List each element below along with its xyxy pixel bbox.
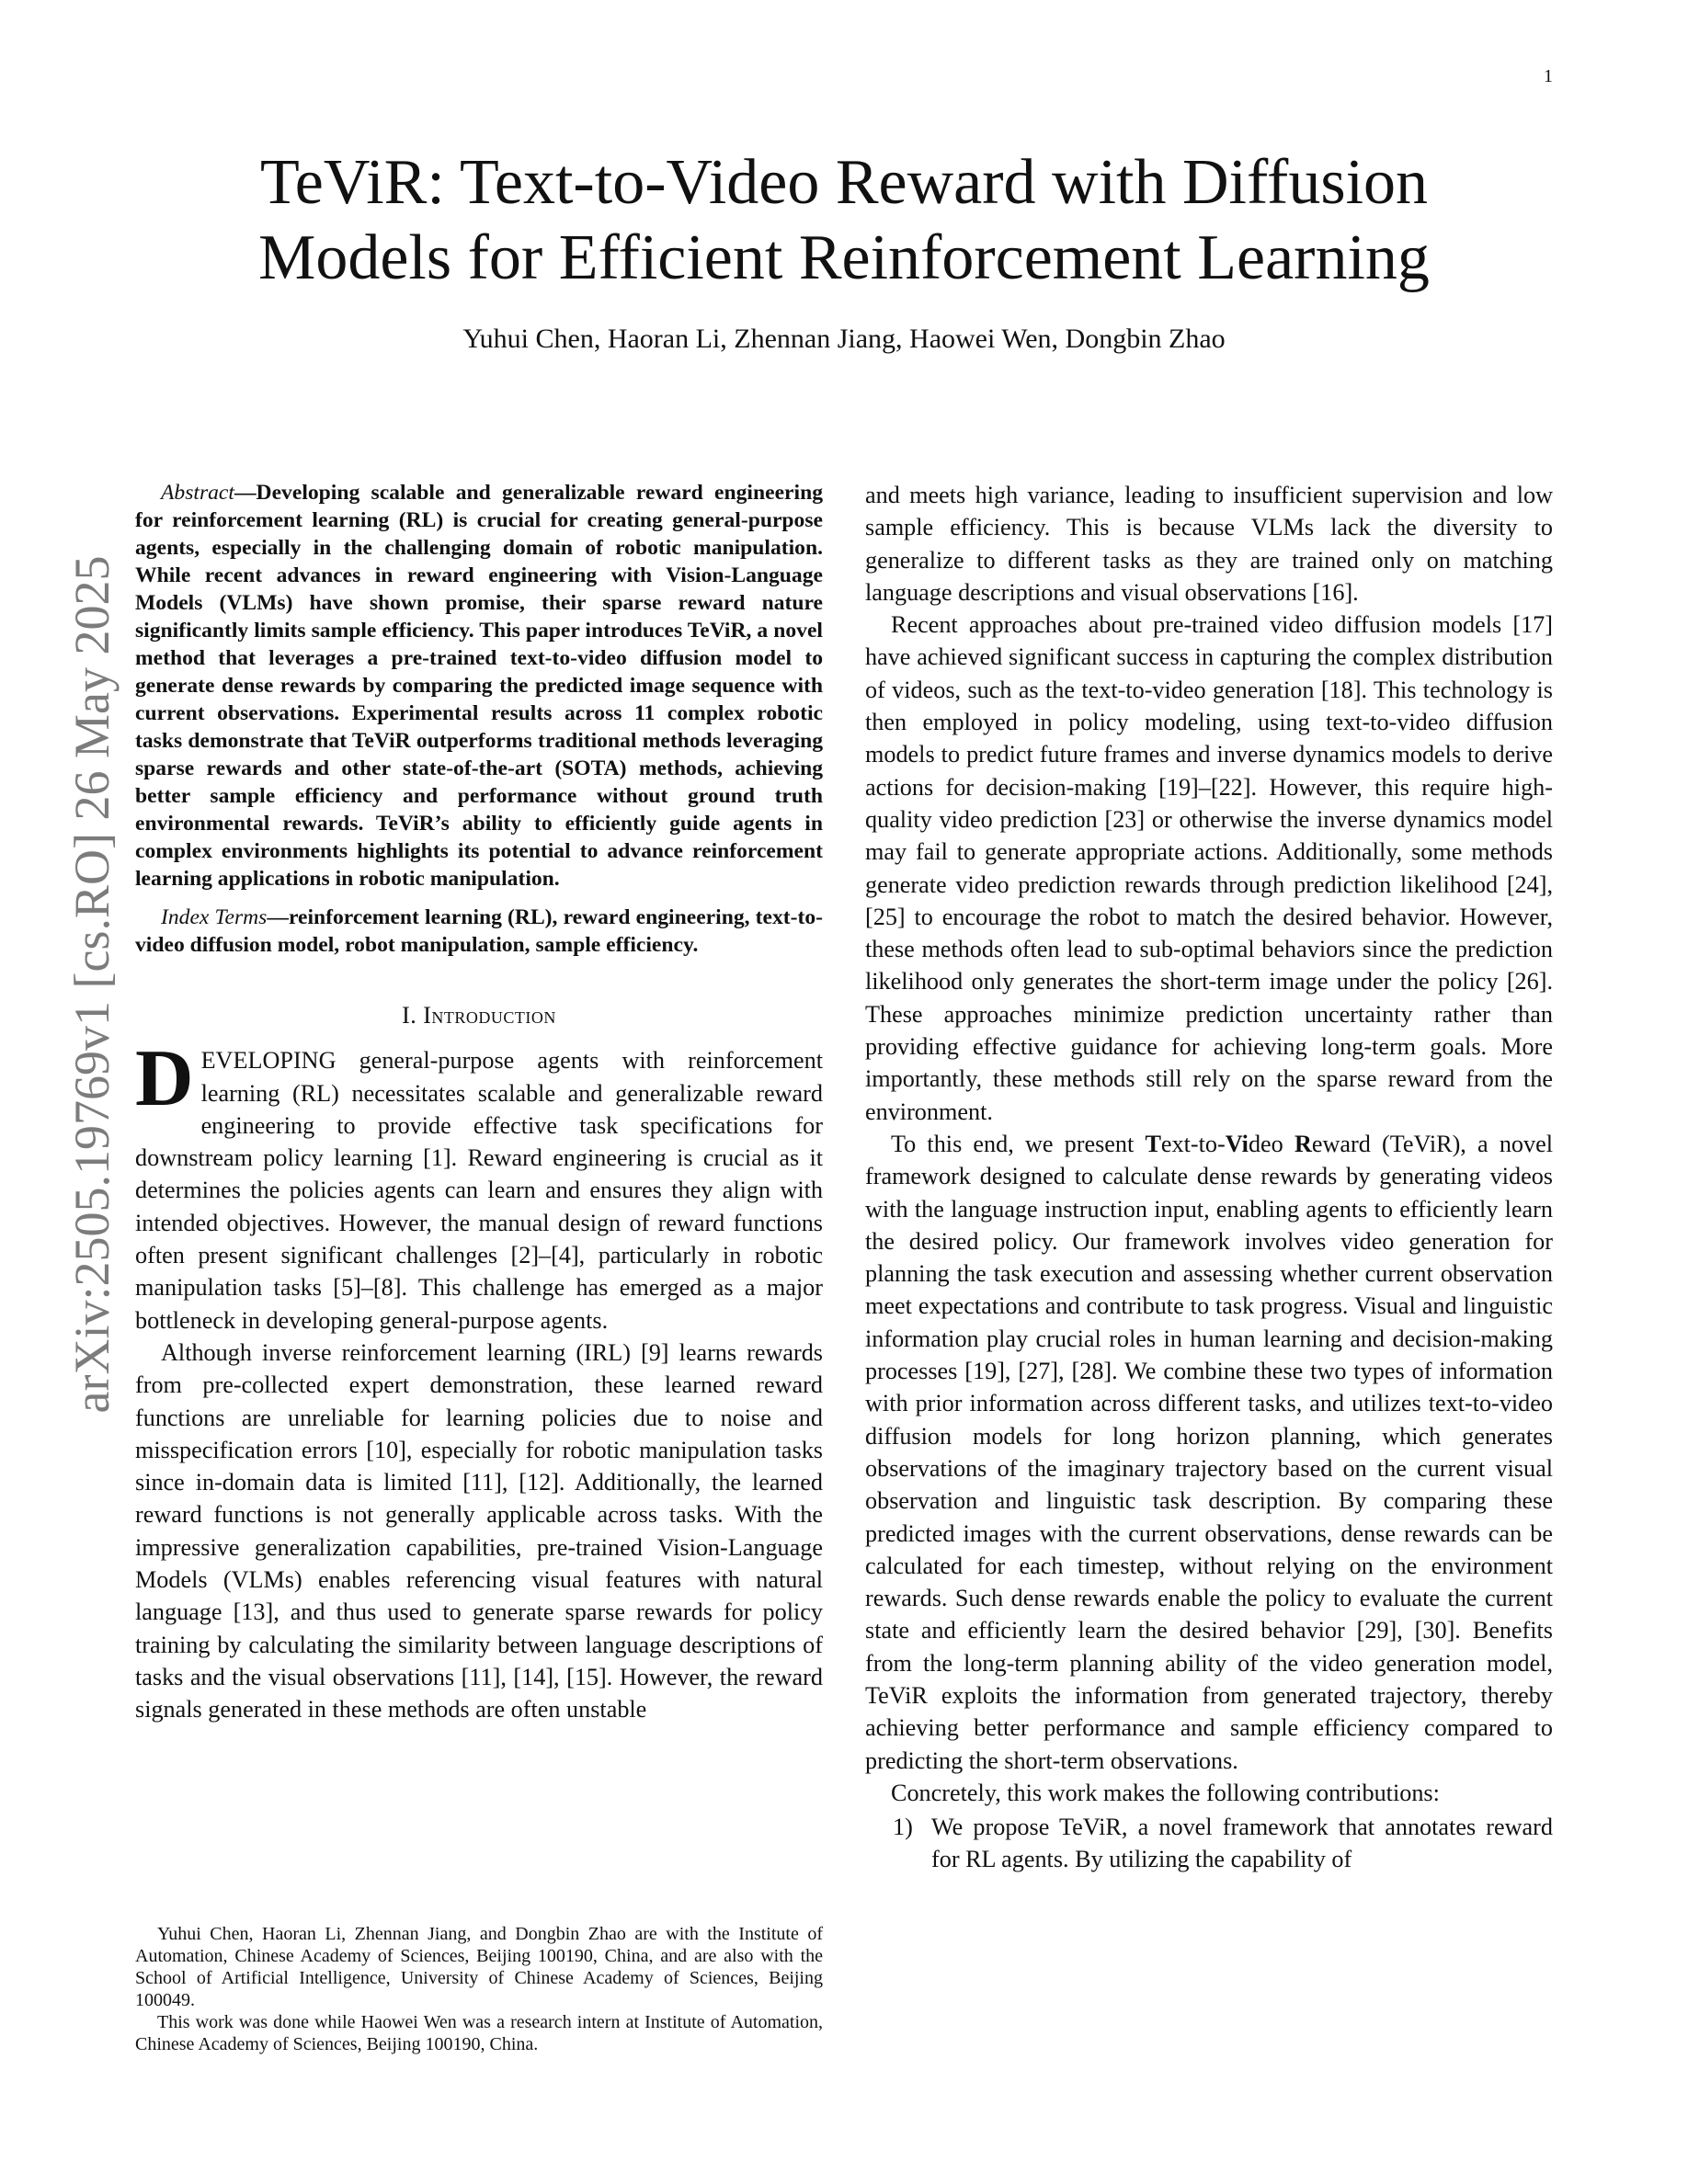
- intro-paragraph-2-continued: and meets high variance, leading to insufficient supervision and low sample efficiency. This is because VLMs lack the diversity to generalize to different tasks as they are trained only on matching language descriptions and visual observations [16].: [865, 482, 1553, 606]
- index-terms-label: Index Terms: [161, 905, 268, 929]
- intro-paragraph-1: [135, 1034, 823, 1337]
- abstract-block: [135, 479, 823, 893]
- paper-title: TeViR: Text-to-Video Reward with Diffusion Models for Efficient Reinforcement Learning: [258, 147, 1430, 293]
- left-column: [135, 479, 823, 1726]
- p4-bold-r: R: [1294, 1130, 1312, 1157]
- index-terms-text: —reinforcement learning (RL), reward engineering, text-to-video diffusion model, robot manipulation, sample efficiency.: [135, 905, 823, 957]
- intro-paragraph-4: [865, 1128, 1553, 1777]
- p4-bold-vi: Vi: [1225, 1130, 1249, 1157]
- page-number: 1: [1544, 66, 1553, 86]
- contribution-item-1: [865, 1811, 1553, 1876]
- intro-paragraph-1-text: EVELOPING general-purpose agents with reinforcement learning (RL) necessitates scalable and generalizable reward engineering to provide effective task specifications for downstream policy learning [1]. Reward engineering is crucial as it determines the policies agents can learn and ensures they align with intended objectives. However, the manual design of reward functions often present significant challenges [2]–[4], particularly in robotic manipulation tasks [5]–[8]. This challenge has emerged as a major bottleneck in developing general-purpose agents.: [135, 1047, 823, 1334]
- drop-cap: D: [135, 1034, 194, 1124]
- author-affiliation-footnote: [135, 1923, 823, 2055]
- p4-part-b: ext-to-: [1160, 1130, 1226, 1157]
- p4-part-c: deo: [1248, 1130, 1295, 1157]
- p4-part-a: To this end, we present: [891, 1130, 1146, 1157]
- p4-part-d: eward (TeViR), a novel framework designed to calculate dense rewards by generating videos with the language instruction input, enabling agents to efficiently learn the desired policy. Our framework involves video generation for planning the task execution and assessing whether current observation meet expectations and contribute to task progress. Visual and linguistic information play crucial roles in human learning and decision-making processes [19], [27], [28]. We combine these two types of information with prior information across different tasks, and utilizes text-to-video diffusion models for long horizon planning, which generates observations of the imaginary trajectory based on the current visual observation and linguistic task description. By comparing these predicted images with the current observations, dense rewards can be calculated for each timestep, without relying on the environment rewards. Such dense rewards enable the policy to evaluate the current state and efficiently learn the desired behavior [29], [30]. Benefits from the long-term planning ability of the video generation model, TeViR exploits the information from generated trajectory, thereby achieving better performance and sample efficiency compared to predicting the short-term observations.: [865, 1130, 1553, 1774]
- p4-bold-t: T: [1145, 1130, 1161, 1157]
- author-list: Yuhui Chen, Haoran Li, Zhennan Jiang, Haowei Wen, Dongbin Zhao: [462, 324, 1226, 354]
- abstract-text: —Developing scalable and generalizable reward engineering for reinforcement learning (RL) is crucial for creating general-purpose agents, especially in the challenging domain of robotic manipulation. While recent advances in reward engineering with Vision-Language Models (VLMs) have shown promise, their sparse reward nature significantly limits sample efficiency. This paper introduces TeViR, a novel method that leverages a pre-trained text-to-video diffusion model to generate dense rewards by comparing the predicted image sequence with current observations. Experimental results across 11 complex robotic tasks demonstrate that TeViR outperforms traditional methods leveraging sparse rewards and other state-of-the-art (SOTA) methods, achieving better sample efficiency and performance without ground truth environmental rewards. TeViR’s ability to efficiently guide agents in complex environments highlights its potential to advance reinforcement learning applications in robotic manipulation.: [135, 481, 823, 891]
- intro-paragraph-2: Although inverse reinforcement learning (IRL) [9] learns rewards from pre-collected expert demonstration, these learned reward functions are unreliable for learning policies due to noise and misspecification errors [10], especially for robotic manipulation tasks since in-domain data is limited [11], [12]. Additionally, the learned reward functions is not generally applicable across tasks. With the impressive generalization capabilities, pre-trained Vision-Language Models (VLMs) enables referencing visual features with natural language [13], and thus used to generate sparse rewards for policy training by calculating the similarity between language descriptions of tasks and the visual observations [11], [14], [15]. However, the reward signals generated in these methods are often unstable: [135, 1338, 823, 1723]
- footnote-internship: This work was done while Haowei Wen was a research intern at Institute of Automation, Chinese Academy of Sciences, Beijing 100190, China.: [135, 2012, 823, 2054]
- right-column: [865, 479, 1553, 1876]
- abstract: [135, 479, 823, 893]
- intro-paragraph-3: Recent approaches about pre-trained video diffusion models [17] have achieved significant success in capturing the complex distribution of videos, such as the text-to-video generation [18]. This technology is then employed in policy modeling, using text-to-video diffusion models to predict future frames and inverse dynamics models to derive actions for decision-making [19]–[22]. However, this require high-quality video prediction [23] or otherwise the inverse dynamics model may fail to generate appropriate actions. Additionally, some methods generate video prediction rewards through prediction likelihood [24], [25] to encourage the robot to match the desired behavior. However, these methods often lead to sub-optimal behaviors since the prediction likelihood only generates the short-term image under the policy [26]. These approaches minimize prediction uncertainty rather than providing effective guidance for achieving long-term goals. More importantly, these methods still rely on the sparse reward from the environment.: [865, 611, 1553, 1125]
- intro-paragraph-5: Concretely, this work makes the following contributions:: [891, 1779, 1440, 1806]
- contribution-number: 1): [893, 1814, 913, 1841]
- footnote-affiliation: Yuhui Chen, Haoran Li, Zhennan Jiang, and Dongbin Zhao are with the Institute of Automation, Chinese Academy of Sciences, Beijing 100190, China, and are also with the School of Artificial Intelligence, University of Chinese Academy of Sciences, Beijing 100049.: [135, 1924, 823, 2010]
- abstract-label: Abstract: [161, 481, 234, 505]
- index-terms: [135, 904, 823, 959]
- arxiv-identifier-stamp: arXiv:2505.19769v1 [cs.RO] 26 May 2025: [64, 555, 120, 1414]
- section-heading-introduction: I. Introduction: [402, 1002, 556, 1029]
- contribution-text: We propose TeViR, a novel framework that annotates reward for RL agents. By utilizing the capability of: [931, 1814, 1553, 1873]
